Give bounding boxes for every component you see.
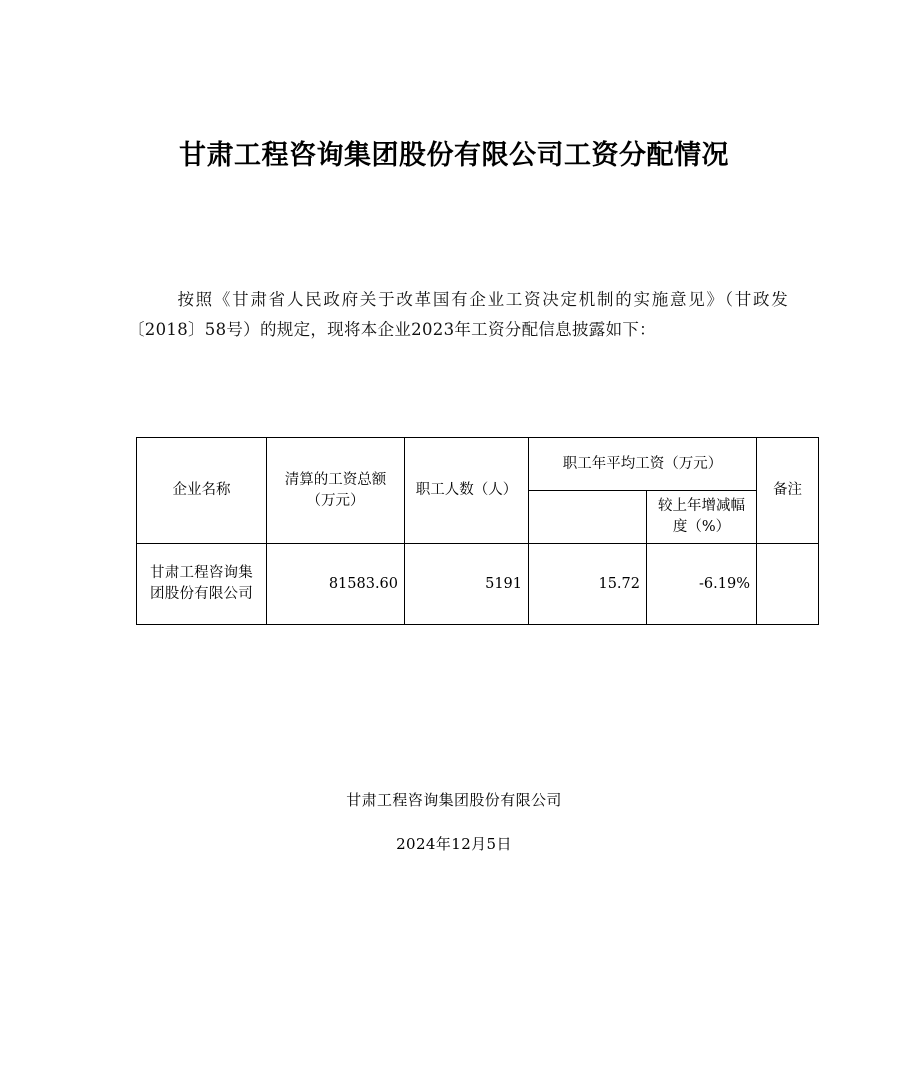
signature-company: 甘肃工程咨询集团股份有限公司 [346, 791, 562, 809]
page-title: 甘肃工程咨询集团股份有限公司工资分配情况 [179, 140, 729, 171]
header-average-wage-group: 职工年平均工资（万元） [529, 438, 757, 491]
signature-date: 2024年12月5日 [396, 835, 512, 853]
intro-paragraph [128, 285, 788, 345]
cell-remark [757, 544, 819, 625]
wage-distribution-table [136, 437, 819, 625]
header-change-rate: 较上年增减幅度（%） [647, 491, 757, 544]
table-row [137, 544, 819, 625]
cell-enterprise-name: 甘肃工程咨询集团股份有限公司 [137, 544, 267, 625]
cell-average-wage: 15.72 [529, 544, 647, 625]
table-header-row-top [137, 438, 819, 491]
header-total-wage: 清算的工资总额（万元） [267, 438, 405, 544]
header-employee-count: 职工人数（人） [405, 438, 529, 544]
cell-employee-count: 5191 [405, 544, 529, 625]
paragraph-text: 按照《甘肃省人民政府关于改革国有企业工资决定机制的实施意见》（甘政发〔2018〕58号）的规定，现将本企业2023年工资分配信息披露如下： [128, 290, 788, 339]
header-average-wage-value [529, 491, 647, 544]
cell-total-wage: 81583.60 [267, 544, 405, 625]
cell-change-rate: -6.19% [647, 544, 757, 625]
header-enterprise-name: 企业名称 [137, 438, 267, 544]
header-remark: 备注 [757, 438, 819, 544]
